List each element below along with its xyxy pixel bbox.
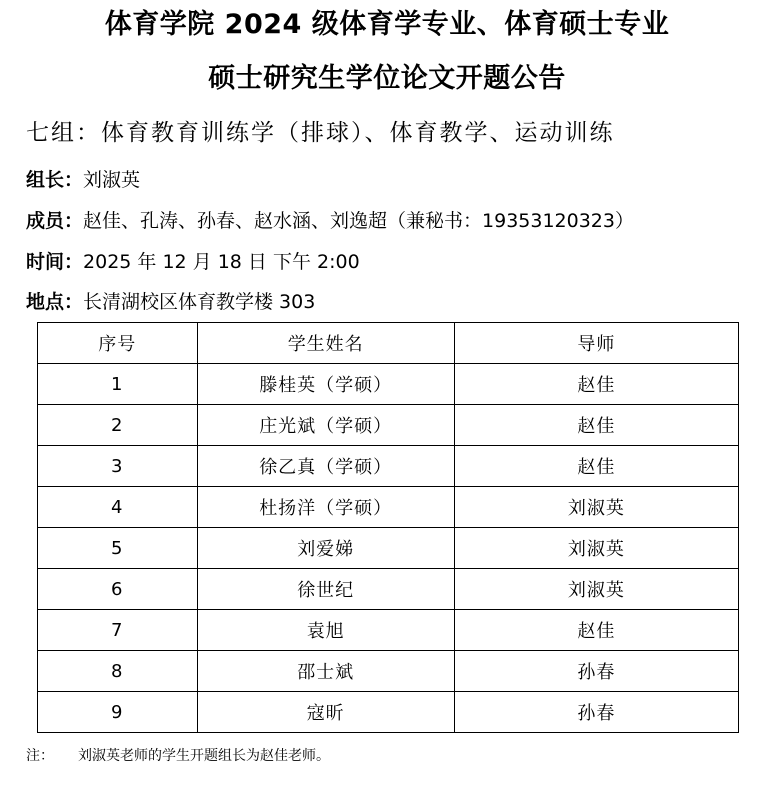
cell-index: 2 [38, 405, 198, 446]
header-advisor: 导师 [454, 323, 738, 364]
table-row [38, 405, 739, 446]
cell-student-name: 袁旭 [197, 610, 454, 651]
page-title-line-2: 硕士研究生学位论文开题公告 [208, 63, 566, 94]
cell-student-name: 徐乙真（学硕） [197, 446, 454, 487]
members-label: 成员： [26, 210, 84, 232]
time-line [26, 249, 360, 275]
cell-advisor: 刘淑英 [454, 528, 738, 569]
cell-index: 6 [38, 569, 198, 610]
table-row [38, 364, 739, 405]
cell-advisor: 孙春 [454, 692, 738, 733]
cell-index: 4 [38, 487, 198, 528]
table-row [38, 610, 739, 651]
cell-index: 9 [38, 692, 198, 733]
group-heading: 七组：体育教育训练学（排球）、体育教学、运动训练 [26, 120, 615, 146]
leader-line [26, 167, 140, 193]
leader-value: 刘淑英 [83, 169, 141, 191]
time-label: 时间： [26, 251, 84, 273]
cell-advisor: 赵佳 [454, 446, 738, 487]
table-row [38, 487, 739, 528]
table-row [38, 446, 739, 487]
footnote-text: 刘淑英老师的学生开题组长为赵佳老师。 [78, 748, 330, 764]
footnote-label: 注： [26, 748, 54, 764]
cell-student-name: 寇昕 [197, 692, 454, 733]
cell-student-name: 滕桂英（学硕） [197, 364, 454, 405]
cell-student-name: 徐世纪 [197, 569, 454, 610]
leader-label: 组长： [26, 169, 84, 191]
cell-index: 3 [38, 446, 198, 487]
header-index: 序号 [38, 323, 198, 364]
cell-student-name: 杜扬洋（学硕） [197, 487, 454, 528]
place-label: 地点： [26, 291, 84, 313]
members-value: 赵佳、孔涛、孙春、赵水涵、刘逸超（兼秘书：19353120323） [83, 210, 634, 232]
header-student-name: 学生姓名 [197, 323, 454, 364]
place-line [26, 289, 315, 315]
cell-index: 8 [38, 651, 198, 692]
cell-advisor: 刘淑英 [454, 487, 738, 528]
cell-advisor: 刘淑英 [454, 569, 738, 610]
cell-student-name: 邵士斌 [197, 651, 454, 692]
time-value: 2025 年 12 月 18 日 下午 2:00 [83, 251, 360, 273]
cell-advisor: 赵佳 [454, 610, 738, 651]
cell-index: 1 [38, 364, 198, 405]
table-header-row [38, 323, 739, 364]
place-value: 长清湖校区体育教学楼 303 [83, 291, 316, 313]
student-table [37, 322, 739, 733]
table-row [38, 651, 739, 692]
table-row [38, 569, 739, 610]
cell-advisor: 赵佳 [454, 405, 738, 446]
cell-advisor: 赵佳 [454, 364, 738, 405]
cell-advisor: 孙春 [454, 651, 738, 692]
page-title-line-1: 体育学院 2024 级体育学专业、体育硕士专业 [104, 9, 670, 40]
cell-student-name: 刘爱娣 [197, 528, 454, 569]
cell-index: 5 [38, 528, 198, 569]
table-row [38, 528, 739, 569]
footnote [26, 746, 330, 766]
cell-student-name: 庄光斌（学硕） [197, 405, 454, 446]
members-line [26, 208, 634, 234]
table-row [38, 692, 739, 733]
cell-index: 7 [38, 610, 198, 651]
